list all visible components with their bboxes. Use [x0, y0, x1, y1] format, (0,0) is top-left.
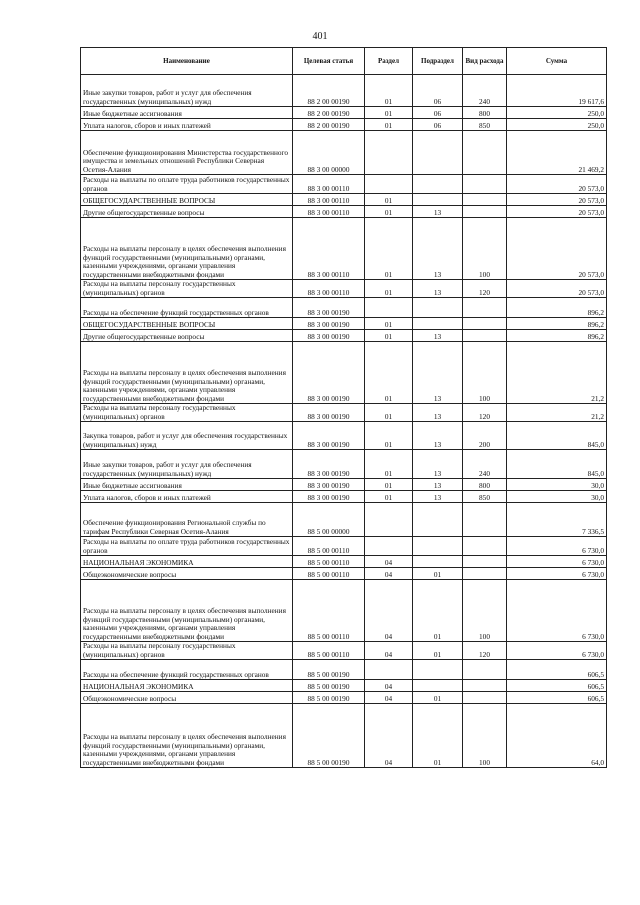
row-expense-type: [463, 298, 507, 318]
row-expense-type: 100: [463, 342, 507, 404]
row-subsection: [413, 537, 463, 556]
row-subsection: [413, 298, 463, 318]
row-name: НАЦИОНАЛЬНАЯ ЭКОНОМИКА: [81, 680, 293, 692]
row-section: 04: [365, 692, 413, 704]
row-target-code: 88 3 00 00190: [293, 330, 365, 342]
row-name: Уплата налогов, сборов и иных платежей: [81, 491, 293, 503]
row-name: Расходы на выплаты персоналу в целях обеспечения выполнения функций государственными (муниципальными) органами, казенными учреждениями, органами управления государственными внебюджетными фондами: [81, 580, 293, 642]
row-sum: 250,0: [507, 119, 607, 131]
column-header-sum: Сумма: [507, 48, 607, 75]
row-subsection: 01: [413, 580, 463, 642]
row-section: [365, 298, 413, 318]
row-target-code: 88 3 00 00110: [293, 175, 365, 194]
row-name: Другие общегосударственные вопросы: [81, 330, 293, 342]
row-section: 04: [365, 568, 413, 580]
row-name: Общеэкономические вопросы: [81, 692, 293, 704]
row-name: ОБЩЕГОСУДАРСТВЕННЫЕ ВОПРОСЫ: [81, 194, 293, 206]
row-sum: 250,0: [507, 107, 607, 119]
row-subsection: 01: [413, 704, 463, 768]
table-row: [81, 206, 607, 218]
table-row: [81, 131, 607, 175]
row-sum: 6 730,0: [507, 556, 607, 568]
row-target-code: 88 3 00 00110: [293, 218, 365, 280]
row-sum: 20 573,0: [507, 175, 607, 194]
row-subsection: 01: [413, 568, 463, 580]
row-name: ОБЩЕГОСУДАРСТВЕННЫЕ ВОПРОСЫ: [81, 318, 293, 330]
row-sum: 6 730,0: [507, 642, 607, 660]
row-subsection: [413, 660, 463, 680]
row-subsection: [413, 194, 463, 206]
row-target-code: 88 5 00 00110: [293, 556, 365, 568]
row-subsection: 13: [413, 491, 463, 503]
row-expense-type: 240: [463, 75, 507, 107]
table-row: [81, 568, 607, 580]
row-sum: 896,2: [507, 318, 607, 330]
row-section: 01: [365, 194, 413, 206]
row-sum: 20 573,0: [507, 194, 607, 206]
row-expense-type: 850: [463, 119, 507, 131]
row-section: 01: [365, 318, 413, 330]
row-target-code: 88 2 00 00190: [293, 119, 365, 131]
row-name: Расходы на выплаты персоналу государственных (муниципальных) органов: [81, 642, 293, 660]
row-expense-type: 200: [463, 422, 507, 450]
row-name: Расходы на выплаты персоналу в целях обеспечения выполнения функций государственными (муниципальными) органами, казенными учреждениями, органами управления государственными внебюджетными фондами: [81, 704, 293, 768]
row-section: 01: [365, 422, 413, 450]
row-sum: 20 573,0: [507, 218, 607, 280]
row-name: Другие общегосударственные вопросы: [81, 206, 293, 218]
row-subsection: 13: [413, 218, 463, 280]
row-sum: 30,0: [507, 479, 607, 491]
row-section: 04: [365, 556, 413, 568]
row-target-code: 88 5 00 00110: [293, 537, 365, 556]
row-section: 04: [365, 704, 413, 768]
row-section: [365, 503, 413, 537]
row-section: 01: [365, 491, 413, 503]
row-section: [365, 537, 413, 556]
row-subsection: 06: [413, 75, 463, 107]
row-expense-type: [463, 568, 507, 580]
row-sum: 20 573,0: [507, 206, 607, 218]
page-number: 401: [312, 31, 328, 42]
row-subsection: 13: [413, 206, 463, 218]
row-target-code: 88 3 00 00110: [293, 206, 365, 218]
row-target-code: 88 5 00 00190: [293, 660, 365, 680]
row-sum: 21,2: [507, 342, 607, 404]
row-sum: 606,5: [507, 680, 607, 692]
table-row: [81, 580, 607, 642]
row-expense-type: 100: [463, 580, 507, 642]
row-subsection: [413, 556, 463, 568]
row-section: 01: [365, 280, 413, 298]
row-section: 01: [365, 107, 413, 119]
row-target-code: 88 5 00 00190: [293, 692, 365, 704]
row-target-code: 88 5 00 00190: [293, 704, 365, 768]
row-target-code: 88 3 00 00190: [293, 479, 365, 491]
row-target-code: 88 3 00 00000: [293, 131, 365, 175]
row-section: 01: [365, 450, 413, 479]
row-target-code: 88 5 00 00110: [293, 580, 365, 642]
row-section: 01: [365, 342, 413, 404]
row-expense-type: 120: [463, 280, 507, 298]
row-subsection: [413, 131, 463, 175]
table-row: [81, 175, 607, 194]
row-expense-type: 800: [463, 107, 507, 119]
row-name: Иные закупки товаров, работ и услуг для обеспечения государственных (муниципальных) нужд: [81, 450, 293, 479]
row-sum: 21,2: [507, 404, 607, 422]
row-target-code: 88 3 00 00190: [293, 422, 365, 450]
column-header-subsection: Подраздел: [413, 48, 463, 75]
row-section: [365, 175, 413, 194]
row-target-code: 88 3 00 00190: [293, 318, 365, 330]
row-section: 01: [365, 218, 413, 280]
budget-table: [80, 47, 607, 768]
row-target-code: 88 2 00 00190: [293, 75, 365, 107]
table-row: [81, 537, 607, 556]
row-expense-type: 800: [463, 479, 507, 491]
row-sum: 19 617,6: [507, 75, 607, 107]
table-row: [81, 119, 607, 131]
row-subsection: [413, 680, 463, 692]
row-sum: 6 730,0: [507, 568, 607, 580]
row-expense-type: 120: [463, 404, 507, 422]
row-subsection: 01: [413, 692, 463, 704]
row-subsection: 01: [413, 642, 463, 660]
row-name: Обеспечение функционирования Региональной службы по тарифам Республики Северная Осетия-Алания: [81, 503, 293, 537]
row-subsection: [413, 503, 463, 537]
row-expense-type: [463, 206, 507, 218]
row-subsection: 06: [413, 119, 463, 131]
row-section: [365, 131, 413, 175]
row-name: НАЦИОНАЛЬНАЯ ЭКОНОМИКА: [81, 556, 293, 568]
table-row: [81, 556, 607, 568]
table-row: [81, 642, 607, 660]
row-subsection: 13: [413, 342, 463, 404]
table-row: [81, 704, 607, 768]
column-header-code: Целевая статья: [293, 48, 365, 75]
row-sum: 606,5: [507, 660, 607, 680]
row-name: Расходы на выплаты по оплате труда работников государственных органов: [81, 537, 293, 556]
row-target-code: 88 5 00 00190: [293, 680, 365, 692]
row-target-code: 88 3 00 00110: [293, 194, 365, 206]
row-subsection: 13: [413, 404, 463, 422]
row-expense-type: [463, 318, 507, 330]
row-section: 04: [365, 680, 413, 692]
row-target-code: 88 3 00 00110: [293, 280, 365, 298]
row-expense-type: 120: [463, 642, 507, 660]
table-row: [81, 422, 607, 450]
table-row: [81, 503, 607, 537]
row-target-code: 88 3 00 00190: [293, 491, 365, 503]
row-subsection: [413, 318, 463, 330]
row-name: Расходы на выплаты персоналу государственных (муниципальных) органов: [81, 404, 293, 422]
row-sum: 845,0: [507, 450, 607, 479]
table-row: [81, 680, 607, 692]
table-row: [81, 194, 607, 206]
row-sum: 21 469,2: [507, 131, 607, 175]
row-expense-type: 100: [463, 218, 507, 280]
row-name: Расходы на выплаты персоналу в целях обеспечения выполнения функций государственными (муниципальными) органами, казенными учреждениями, органами управления государственными внебюджетными фондами: [81, 342, 293, 404]
row-name: Расходы на обеспечение функций государственных органов: [81, 298, 293, 318]
row-sum: 896,2: [507, 298, 607, 318]
row-expense-type: 240: [463, 450, 507, 479]
row-name: Расходы на выплаты по оплате труда работников государственных органов: [81, 175, 293, 194]
row-section: 01: [365, 330, 413, 342]
row-target-code: 88 2 00 00190: [293, 107, 365, 119]
row-expense-type: 100: [463, 704, 507, 768]
row-expense-type: [463, 503, 507, 537]
table-body: [81, 75, 607, 768]
table-row: [81, 404, 607, 422]
row-subsection: 06: [413, 107, 463, 119]
row-target-code: 88 5 00 00110: [293, 642, 365, 660]
row-sum: 30,0: [507, 491, 607, 503]
table-row: [81, 450, 607, 479]
row-sum: 7 336,5: [507, 503, 607, 537]
table-row: [81, 318, 607, 330]
row-target-code: 88 3 00 00190: [293, 342, 365, 404]
row-expense-type: [463, 556, 507, 568]
table-header-row: [81, 48, 607, 75]
row-sum: 606,5: [507, 692, 607, 704]
row-subsection: 13: [413, 280, 463, 298]
row-target-code: 88 5 00 00000: [293, 503, 365, 537]
row-subsection: 13: [413, 422, 463, 450]
row-expense-type: [463, 131, 507, 175]
row-sum: 896,2: [507, 330, 607, 342]
row-section: 01: [365, 75, 413, 107]
table-row: [81, 298, 607, 318]
row-name: Расходы на выплаты персоналу в целях обеспечения выполнения функций государственными (муниципальными) органами, казенными учреждениями, органами управления государственными внебюджетными фондами: [81, 218, 293, 280]
row-section: 01: [365, 479, 413, 491]
row-expense-type: [463, 175, 507, 194]
row-expense-type: [463, 692, 507, 704]
table-row: [81, 342, 607, 404]
row-subsection: 13: [413, 479, 463, 491]
row-expense-type: [463, 680, 507, 692]
table-row: [81, 107, 607, 119]
row-target-code: 88 3 00 00190: [293, 298, 365, 318]
row-sum: 6 730,0: [507, 537, 607, 556]
row-sum: 6 730,0: [507, 580, 607, 642]
column-header-name: Наименование: [81, 48, 293, 75]
row-section: 01: [365, 119, 413, 131]
table-row: [81, 280, 607, 298]
column-header-section: Раздел: [365, 48, 413, 75]
row-name: Расходы на выплаты персоналу государственных (муниципальных) органов: [81, 280, 293, 298]
row-sum: 64,0: [507, 704, 607, 768]
row-sum: 845,0: [507, 422, 607, 450]
row-name: Иные закупки товаров, работ и услуг для обеспечения государственных (муниципальных) нужд: [81, 75, 293, 107]
row-section: 04: [365, 580, 413, 642]
table-row: [81, 491, 607, 503]
row-section: 01: [365, 206, 413, 218]
row-target-code: 88 3 00 00190: [293, 450, 365, 479]
row-subsection: 13: [413, 450, 463, 479]
row-name: Закупка товаров, работ и услуг для обеспечения государственных (муниципальных) нужд: [81, 422, 293, 450]
table-row: [81, 660, 607, 680]
table-row: [81, 479, 607, 491]
row-section: [365, 660, 413, 680]
row-subsection: [413, 175, 463, 194]
row-expense-type: [463, 660, 507, 680]
row-section: 04: [365, 642, 413, 660]
row-expense-type: 850: [463, 491, 507, 503]
row-expense-type: [463, 194, 507, 206]
row-section: 01: [365, 404, 413, 422]
row-name: Общеэкономические вопросы: [81, 568, 293, 580]
table-row: [81, 692, 607, 704]
row-target-code: 88 5 00 00110: [293, 568, 365, 580]
table-row: [81, 330, 607, 342]
row-name: Расходы на обеспечение функций государственных органов: [81, 660, 293, 680]
table-row: [81, 75, 607, 107]
row-target-code: 88 3 00 00190: [293, 404, 365, 422]
table-row: [81, 218, 607, 280]
row-name: Иные бюджетные ассигнования: [81, 479, 293, 491]
row-subsection: 13: [413, 330, 463, 342]
row-expense-type: [463, 330, 507, 342]
row-sum: 20 573,0: [507, 280, 607, 298]
row-name: Обеспечение функционирования Министерства государственного имущества и земельных отношений Республики Северная Осетия-Алания: [81, 131, 293, 175]
column-header-type: Вид расхода: [463, 48, 507, 75]
row-name: Уплата налогов, сборов и иных платежей: [81, 119, 293, 131]
row-name: Иные бюджетные ассигнования: [81, 107, 293, 119]
row-expense-type: [463, 537, 507, 556]
